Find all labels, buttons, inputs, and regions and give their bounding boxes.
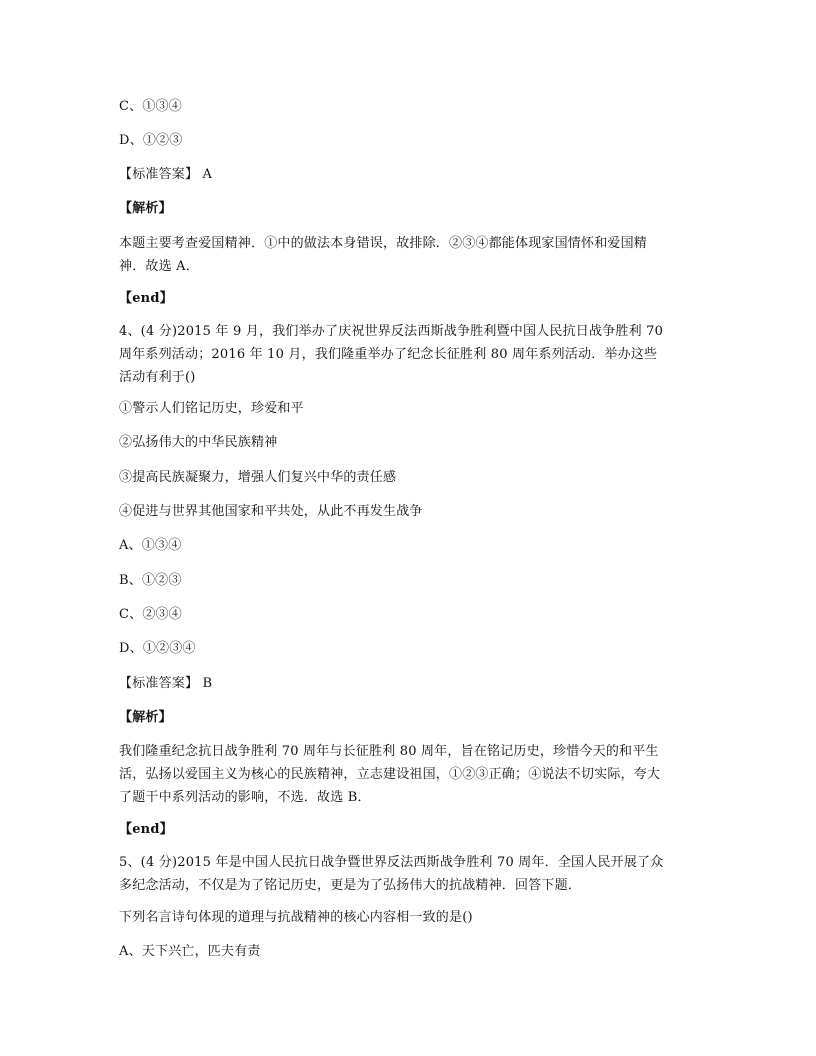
q4-analysis-label: 【解析】	[119, 710, 172, 725]
q5-option-a: A、天下兴亡，匹夫有责	[119, 944, 261, 959]
q3-analysis-line-1: 本题主要考查爱国精神．①中的做法本身错误，故排除．②③④都能体现家国情怀和爱国精	[119, 236, 648, 251]
q3-end-marker: 【end】	[119, 291, 173, 306]
q4-statement-1: ①警示人们铭记历史，珍爱和平	[119, 401, 304, 416]
q4-analysis-line-3: 了题干中系列活动的影响，不选．故选 B．	[119, 790, 371, 805]
q4-stem-line-3: 活动有利于()	[119, 370, 196, 385]
q3-analysis-line-2: 神．故选 A．	[119, 259, 199, 274]
q4-analysis-line-2: 活，弘扬以爱国主义为核心的民族精神，立志建设祖国，①②③正确；④说法不切实际，夸大	[119, 767, 661, 782]
q4-statement-4: ④促进与世界其他国家和平共处，从此不再发生战争	[119, 504, 423, 519]
q3-standard-answer: 【标准答案】 A	[119, 167, 213, 182]
q4-stem-line-1: 4、(4 分)2015 年 9 月，我们举办了庆祝世界反法西斯战争胜利暨中国人民抗日战争胜利 70	[119, 324, 664, 339]
q4-option-b: B、①②③	[119, 573, 182, 588]
q4-stem-line-2: 周年系列活动；2016 年 10 月，我们隆重举办了纪念长征胜利 80 周年系列活动．举办这些	[119, 347, 658, 362]
q4-option-c: C、②③④	[119, 607, 182, 622]
q5-stem-line-2: 多纪念活动，不仅是为了铭记历史，更是为了弘扬伟大的抗战精神．回答下题．	[119, 878, 582, 893]
q4-analysis-line-1: 我们隆重纪念抗日战争胜利 70 周年与长征胜利 80 周年，旨在铭记历史，珍惜今天的和平生	[119, 744, 659, 759]
q4-statement-3: ③提高民族凝聚力，增强人们复兴中华的责任感	[119, 470, 397, 485]
q4-option-a: A、①③④	[119, 538, 182, 553]
q4-statement-2: ②弘扬伟大的中华民族精神	[119, 435, 278, 450]
q3-option-c: C、①③④	[119, 99, 182, 114]
q4-end-marker: 【end】	[119, 822, 173, 837]
q4-option-d: D、①②③④	[119, 641, 196, 656]
q3-option-d: D、①②③	[119, 133, 183, 148]
q5-question: 下列名言诗句体现的道理与抗战精神的核心内容相一致的是()	[119, 910, 473, 925]
q3-analysis-label: 【解析】	[119, 201, 172, 216]
q4-standard-answer: 【标准答案】 B	[119, 676, 213, 691]
q5-stem-line-1: 5、(4 分)2015 年是中国人民抗日战争暨世界反法西斯战争胜利 70 周年．全国人民开展了众	[119, 855, 664, 870]
